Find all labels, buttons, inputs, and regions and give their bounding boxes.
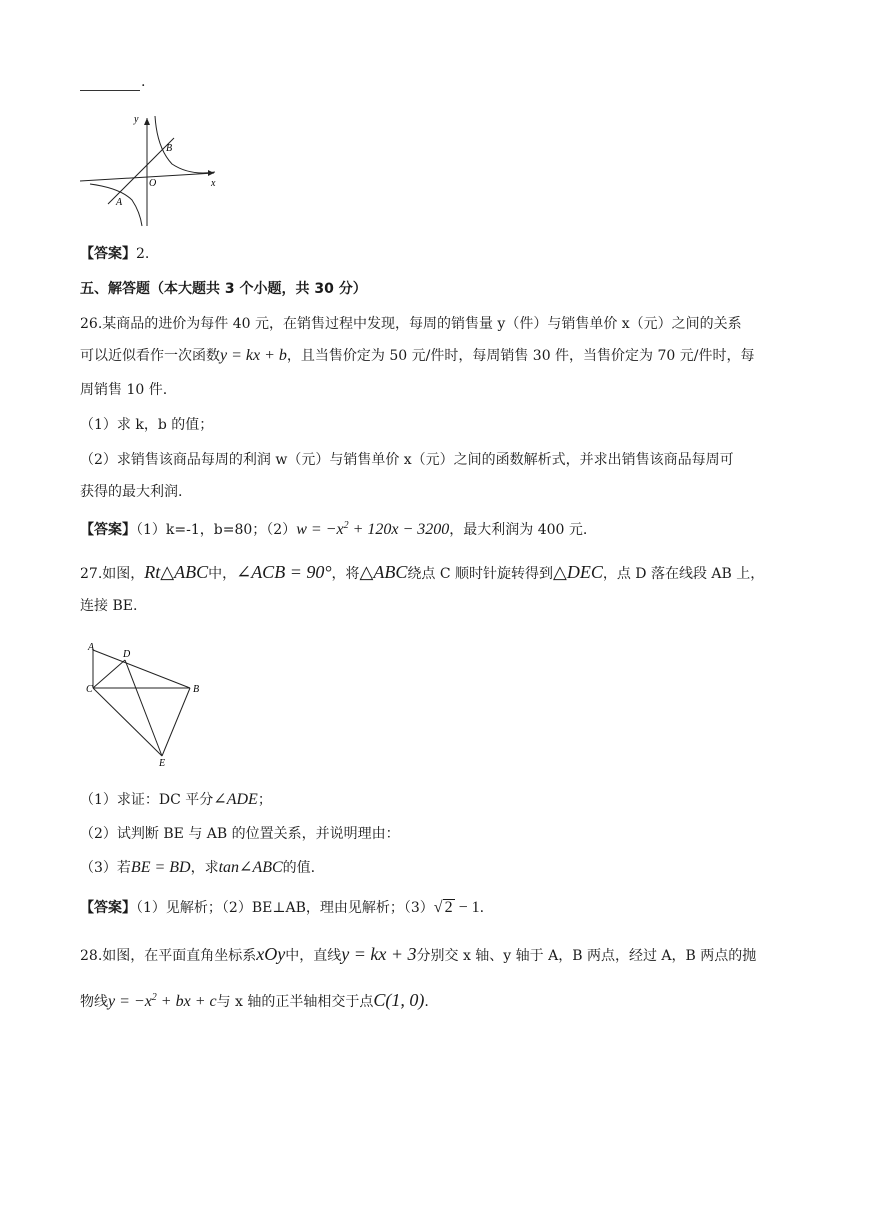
q26-sub2a: （2）求销售该商品每周的利润 w（元）与销售单价 x（元）之间的函数解析式，并求出销售该商品每周可: [80, 452, 734, 468]
q27-sub3-text-a: （3）若: [80, 860, 131, 876]
q26-line2: [80, 346, 754, 366]
answer27-period: .: [479, 900, 485, 916]
q27-triangle-abc: △ABC: [359, 562, 408, 582]
q28-line-equation: y = kx + 3: [341, 944, 417, 964]
answer-tag: 【答案】: [80, 522, 136, 538]
q26-line2-text-b: ，且当售价定为 50 元/件时，每周销售 30 件，当售价定为 70 元/件时，每: [286, 348, 755, 364]
answer-27: [80, 898, 484, 918]
answer26-part1: （1）k=-1，b=80；（2）: [136, 522, 297, 538]
answer-26: [80, 520, 587, 540]
fig2-label-e: E: [159, 758, 166, 769]
section-title: 五、解答题（本大题共 3 个小题，共 30 分）: [80, 281, 367, 297]
q28-line2: [80, 990, 429, 1012]
answer-25: [80, 244, 149, 264]
q27-line1: [80, 562, 764, 584]
q27-text-b: 中，: [208, 566, 237, 582]
q27-sub1: [80, 790, 272, 810]
sqrt-radicand: 2: [444, 899, 453, 916]
answer-tag: 【答案】: [80, 900, 136, 916]
q26-sub1: （1）求 k，b 的值；: [80, 417, 214, 433]
fig1-origin-label: O: [149, 178, 157, 189]
formula-part-b: + 120x − 3200: [348, 521, 450, 538]
q28-text-d: 物线: [80, 994, 108, 1010]
fig1-point-a-label: A: [116, 197, 123, 208]
formula-part-a: w = −x: [296, 521, 344, 538]
parabola-exponent: 2: [151, 992, 157, 1003]
q27-text-d: 绕点 C 顺时针旋转得到: [407, 566, 554, 582]
fig2-label-b: B: [193, 684, 200, 695]
parabola-part-b: + bx + c: [156, 993, 217, 1010]
fig1-point-b-label: B: [166, 143, 173, 154]
fig1-y-label: y: [134, 114, 139, 125]
q26-line3: 周销售 10 件.: [80, 382, 168, 398]
q27-sub3: [80, 858, 315, 878]
q27-rt-triangle: Rt△ABC: [144, 562, 209, 582]
fig2-label-a: A: [88, 642, 95, 653]
q28-parabola-equation: [108, 993, 217, 1010]
q27-text-e: ，点 D 落在线段 AB 上，: [602, 566, 765, 582]
q28-line1: [80, 944, 756, 966]
q27-sub3-text-b: ，求: [190, 860, 219, 876]
q27-sub1-angle: ∠ADE: [213, 791, 258, 808]
q28-text-e: 与 x 轴的正半轴相交于点: [216, 994, 374, 1010]
figure-triangles: [80, 638, 210, 770]
fig2-label-d: D: [123, 649, 131, 660]
q27-sub3-tan: tan∠ABC: [218, 859, 283, 876]
q27-text-c: ，将: [331, 566, 360, 582]
answer27-minus-one: − 1: [454, 899, 480, 916]
answer27-value: √ 2 − 1: [433, 899, 480, 916]
q27-sub3-text-c: 的值.: [282, 860, 316, 876]
q26-line2-text-a: 可以近似看作一次函数: [80, 348, 220, 364]
q28-text-a: 28.如图，在平面直角坐标系: [80, 948, 257, 964]
fig2-label-c: C: [86, 684, 93, 695]
q28-text-f: .: [424, 994, 429, 1010]
q27-sub1-text-a: （1）求证：DC 平分: [80, 792, 214, 808]
answer26-formula: [296, 521, 449, 538]
answer27-text: （1）见解析；（2）BE⊥AB，理由见解析；（3）: [136, 900, 434, 916]
q27-angle: ∠ACB = 90°: [236, 562, 332, 582]
parabola-part-a: y = −x: [108, 993, 152, 1010]
q28-point-c: C(1, 0): [373, 990, 425, 1010]
fig1-x-label: x: [211, 178, 216, 189]
formula-exponent: 2: [343, 520, 349, 531]
q28-text-b: 中，直线: [285, 948, 342, 964]
q27-triangle-dec: △DEC: [553, 562, 603, 582]
q28-coordinate-system: xOy: [256, 944, 286, 964]
answer-tag: 【答案】: [80, 246, 136, 262]
answer26-part2: ，最大利润为 400 元.: [449, 522, 588, 538]
answer-blank: [80, 90, 140, 91]
q27-line2: 连接 BE.: [80, 598, 138, 614]
q27-sub2: （2）试判断 BE 与 AB 的位置关系，并说明理由：: [80, 826, 400, 842]
q27-sub3-equation: BE = BD: [130, 859, 191, 876]
q27-text-a: 27.如图，: [80, 566, 145, 582]
q26-linear-function: y = kx + b: [220, 347, 287, 364]
blank-period: .: [141, 74, 146, 90]
figure-hyperbola: [80, 108, 230, 230]
q26-sub2b: 获得的最大利润.: [80, 484, 183, 500]
answer-text: 2.: [136, 246, 150, 262]
q28-text-c: 分别交 x 轴、y 轴于 A，B 两点，经过 A，B 两点的抛: [416, 948, 757, 964]
q27-sub1-text-b: ；: [257, 792, 272, 808]
q26-line1: 26.某商品的进价为每件 40 元，在销售过程中发现，每周的销售量 y（件）与销售单价 x（元）之间的关系: [80, 316, 742, 332]
